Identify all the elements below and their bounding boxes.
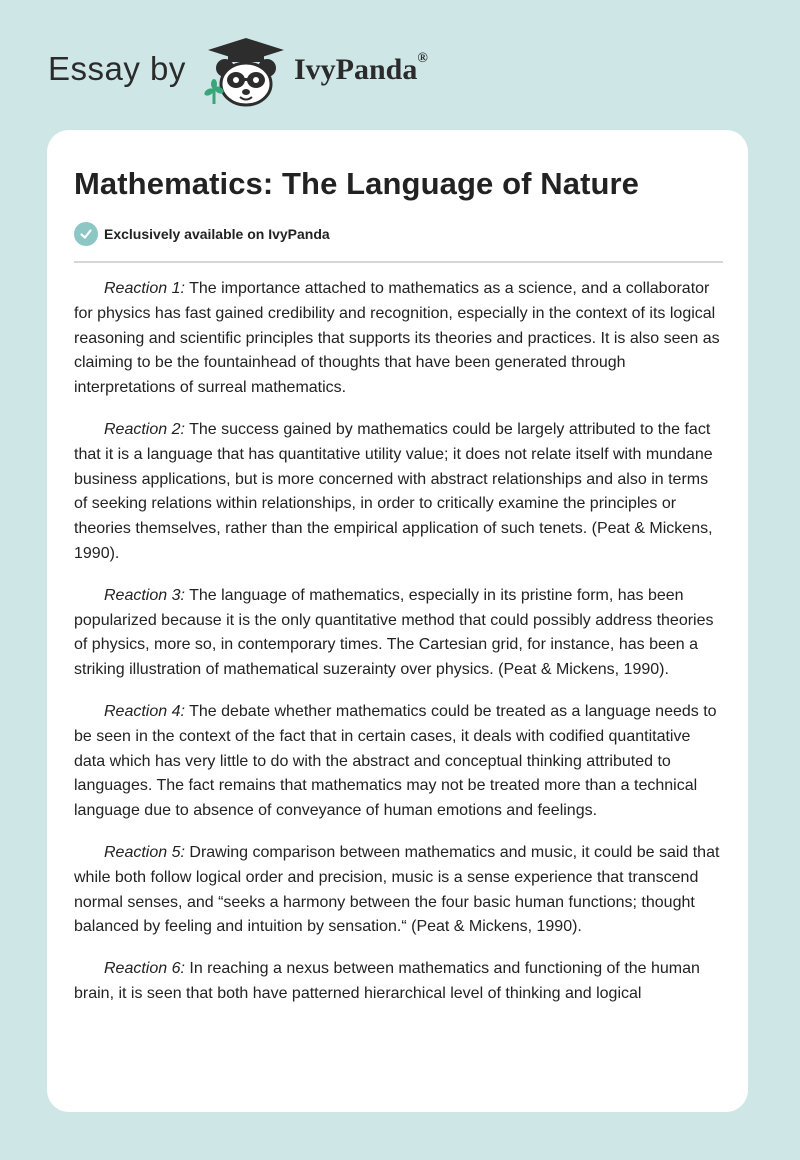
check-icon <box>74 222 98 246</box>
page-title: Mathematics: The Language of Nature <box>74 166 640 201</box>
reaction-label: Reaction 3: <box>104 586 185 604</box>
reaction-label: Reaction 5: <box>104 843 185 861</box>
reaction-label: Reaction 2: <box>104 420 185 438</box>
paragraph-text: The success gained by mathematics could be largely attributed to the fact that it is a language that has quantitative utility value; it does not relate itself with mundane business applications, but is more concerned with abstract relationships and also in terms of seeking relations within relationships, in order to critically examine the principles or theories themselves, rather than the empirical application of such tenets. (Peat & Mickens, 1990). <box>74 420 713 562</box>
essay-by-label: Essay by <box>48 50 186 87</box>
paragraph <box>74 418 725 567</box>
article-body <box>74 277 725 1024</box>
paragraph-text: The debate whether mathematics could be treated as a language needs to be seen in the context of the fact that in certain cases, it deals with codified quantitative data which has very little to do with the abstract and conceptual thinking attributed to languages. The fact remains that mathematics may not be treated more than a technical language due to absence of conveyance of human emotions and feelings. <box>74 702 717 820</box>
paragraph <box>74 841 725 940</box>
paragraph <box>74 957 725 1007</box>
paragraph <box>74 700 725 824</box>
registered-mark: ® <box>417 51 428 66</box>
paragraph <box>74 584 725 683</box>
site-header <box>0 0 800 130</box>
paragraph <box>74 277 725 401</box>
article-card <box>47 130 748 1112</box>
divider <box>74 261 723 263</box>
brand-name[interactable] <box>294 53 428 87</box>
paragraph-text: The importance attached to mathematics as a science, and a collaborator for physics has fast gained credibility and recognition, especially in the context of its logical reasoning and scientific principles that supports its theories and practices. It is also seen as claiming to be the fountainhead of thoughts that have been generated through interpretations of surreal mathematics. <box>74 280 720 397</box>
reaction-label: Reaction 1: <box>104 280 185 297</box>
paragraph-text: Drawing comparison between mathematics and music, it could be said that while both follow logical order and precision, music is a sense experience that transcend normal senses, and “seeks a harmony between the four basic human functions; thought balanced by feeling and intuition by sensation.“ (Peat & Mickens, 1990). <box>74 843 720 936</box>
panda-logo-icon[interactable] <box>200 36 292 108</box>
paragraph-text: The language of mathematics, especially in its pristine form, has been popularized because it is the only quantitative method that could possibly address theories of physics, more so, in contemporary times. The Cartesian grid, for instance, has been a striking illustration of mathematical suzerainty over physics. (Peat & Mickens, 1990). <box>74 586 714 679</box>
badge-label: Exclusively available on IvyPanda <box>104 226 330 242</box>
brand-name-text: IvyPanda <box>294 53 418 86</box>
reaction-label: Reaction 4: <box>104 702 185 720</box>
reaction-label: Reaction 6: <box>104 960 185 978</box>
exclusive-badge <box>74 222 330 246</box>
paragraph-text: In reaching a nexus between mathematics and functioning of the human brain, it is seen that both have patterned hierarchical level of thinking and logical <box>74 960 700 1002</box>
